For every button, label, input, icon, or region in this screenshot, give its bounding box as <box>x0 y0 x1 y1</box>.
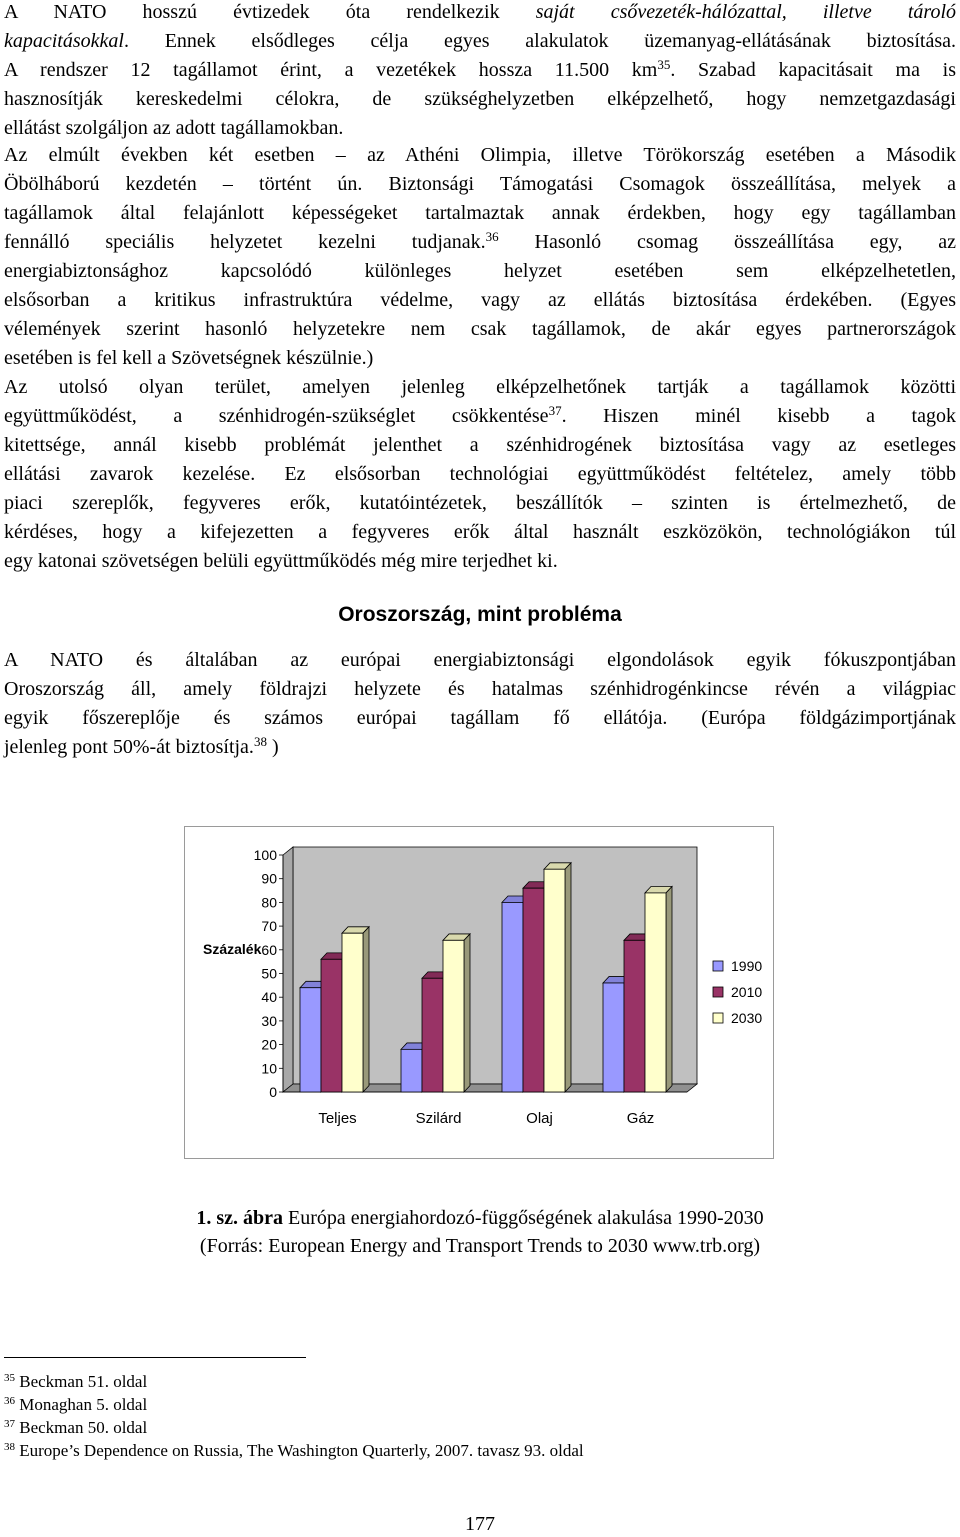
text-line: piaci szereplők, fegyveres erők, kutatóintézetek, beszállítók – szinten is értelmezhető, de <box>4 492 956 514</box>
y-tick-label: 0 <box>269 1084 277 1100</box>
y-tick-label: 30 <box>261 1012 277 1029</box>
text-line: fennálló speciális helyzetet kezelni tudjanak.$^{36}$ Hasonló csomag összeállítása egy, az <box>4 229 957 253</box>
paragraph-nato-pipeline <box>4 0 956 143</box>
text-line: jelenleg pont 50%-át biztosítja.$^{38}$ ) <box>4 734 279 758</box>
bar-2010-Olaj <box>523 888 544 1092</box>
bar-side <box>666 887 672 1092</box>
chart-svg <box>185 827 773 1158</box>
y-tick-label: 10 <box>261 1060 277 1077</box>
x-tick-label: Szilárd <box>415 1110 462 1127</box>
text-line: energiabiztonsághoz kapcsolódó különleges helyzet esetében sem elképzelhetetlen, <box>4 260 956 282</box>
text-line: Az elmúlt években két esetben – az Athéni Olimpia, illetve Törökország esetében a Második <box>4 144 956 166</box>
bar-2010-Szilárd <box>422 978 443 1092</box>
caption-number: 1. sz. <box>196 1207 239 1229</box>
footnote-38: $^{38}$ Europe’s Dependence on Russia, The Washington Quarterly, 2007. tavasz 93. oldal <box>4 1441 584 1460</box>
bar-2010-Teljes <box>321 959 342 1092</box>
dependence-chart <box>184 826 774 1159</box>
caption-title: Európa energiahordozó-függőségének alakulása 1990-2030 <box>283 1207 764 1229</box>
text-line: kapacitásokkal. Ennek elsődleges célja egyes alakulatok üzemanyag-ellátásának biztosítása. <box>4 30 956 52</box>
text-line: esetében is fel kell a Szövetségnek készülnie.) <box>4 347 374 369</box>
bar-1990-Szilárd <box>401 1049 422 1092</box>
page-number: 177 <box>465 1513 495 1535</box>
legend-label: 2030 <box>731 1010 763 1026</box>
paragraph-russia <box>4 646 956 762</box>
section-heading: Oroszország, mint probléma <box>338 603 622 626</box>
text-line: kérdéses, hogy a kifejezetten a fegyveres erők által használt eszközökön, technológiákon túl <box>4 521 956 543</box>
x-tick-label: Gáz <box>626 1110 655 1127</box>
text-line: Oroszország áll, amely földrajzi helyzete és hatalmas szénhidrogénkincse révén a világpiac <box>4 678 956 700</box>
text-line: tagállamok által felajánlott képességeket tartalmaztak annak érdekben, hogy egy tagállamban <box>4 202 956 224</box>
text-line: A NATO és általában az európai energiabiztonsági elgondolások egyik fókuszpontjában <box>4 649 956 671</box>
paragraph-cooperation <box>4 373 956 576</box>
footnote-separator <box>4 1357 306 1358</box>
text-line: Az utolsó olyan terület, amelyen jelenleg elképzelhetőnek tartják a tagállamok közötti <box>4 376 956 398</box>
y-tick-label: 80 <box>261 894 277 911</box>
footnote-36: $^{36}$ Monaghan 5. oldal <box>4 1395 148 1414</box>
text-line: A rendszer 12 tagállamot érint, a vezetékek hossza 11.500 $km^{35}$. Szabad kapacitásait ma is <box>4 57 956 81</box>
legend-swatch <box>713 1013 723 1023</box>
chart-side-wall <box>283 847 293 1092</box>
legend-swatch <box>713 987 723 997</box>
text-line: kitettsége, annál kisebb problémát jelenthet a szénhidrogének biztosítása vagy az esetleges <box>4 434 956 456</box>
footnote-35: $^{35}$ Beckman 51. oldal <box>4 1372 148 1391</box>
bar-1990-Olaj <box>502 902 523 1092</box>
bar-2010-Gáz <box>624 940 645 1092</box>
text-line: elsősorban a kritikus infrastruktúra védelme, vagy az ellátás biztosítása érdekében. (Egyes <box>4 289 956 311</box>
bar-2030-Olaj <box>544 869 565 1092</box>
x-tick-label: Teljes <box>318 1110 357 1127</box>
legend-swatch <box>713 961 723 971</box>
y-tick-label: 40 <box>261 989 277 1006</box>
text-line: ellátást szolgáljon az adott tagállamokban. <box>4 117 344 139</box>
y-tick-label: 20 <box>261 1036 277 1053</box>
legend-label: 1990 <box>731 958 763 974</box>
text-line: vélemények szerint hasonló helyzetekre nem csak tagállamok, de akár egyes partnerországok <box>4 318 956 340</box>
text-line: egy katonai szövetségen belüli együttműködés még mire terjedhet ki. <box>4 550 558 572</box>
bar-1990-Gáz <box>603 983 624 1092</box>
y-axis-label: Százalék <box>203 941 262 957</box>
y-tick-label: 60 <box>261 941 277 958</box>
bar-1990-Teljes <box>300 988 321 1092</box>
figure-source: (Forrás: European Energy and Transport Trends to 2030 www.trb.org) <box>199 1235 761 1257</box>
bar-2030-Szilárd <box>443 940 464 1092</box>
y-tick-label: 50 <box>261 965 277 982</box>
text-line: ellátási zavarok kezelése. Ez elsősorban technológiai együttműködést feltételez, amely több <box>4 463 956 485</box>
caption-abra: ábra <box>243 1207 284 1229</box>
paragraph-security-packages <box>4 141 956 373</box>
figure-caption <box>0 1204 960 1232</box>
text-line: A NATO hosszú évtizedek óta rendelkezik saját csővezeték-hálózattal, illetve tároló <box>4 1 956 23</box>
x-tick-label: Olaj <box>526 1110 553 1127</box>
y-tick-label: 100 <box>253 847 277 863</box>
footnote-37: $^{37}$ Beckman 50. oldal <box>4 1418 148 1437</box>
bar-2030-Teljes <box>342 933 363 1092</box>
bar-side <box>464 934 470 1092</box>
text-line: Öbölháború kezdetén – történt ún. Biztonsági Támogatási Csomagok összeállítása, melyek a <box>4 173 956 195</box>
bar-side <box>565 863 571 1092</box>
text-line: egyik főszereplője és számos európai tagállam fő ellátója. (Európa földgázimportjának <box>4 707 956 729</box>
y-tick-label: 70 <box>261 918 277 935</box>
text-line: együttműködést, a szénhidrogén-szükséglet csökkentése$^{37}$. Hiszen minél kisebb a tagok <box>4 403 956 427</box>
bar-2030-Gáz <box>645 893 666 1092</box>
text-line: hasznosítják kereskedelmi célokra, de szükséghelyzetben elképzelhető, hogy nemzetgazdasági <box>4 88 956 110</box>
y-tick-label: 90 <box>261 870 277 887</box>
bar-side <box>363 927 369 1092</box>
legend-label: 2010 <box>731 984 763 1000</box>
